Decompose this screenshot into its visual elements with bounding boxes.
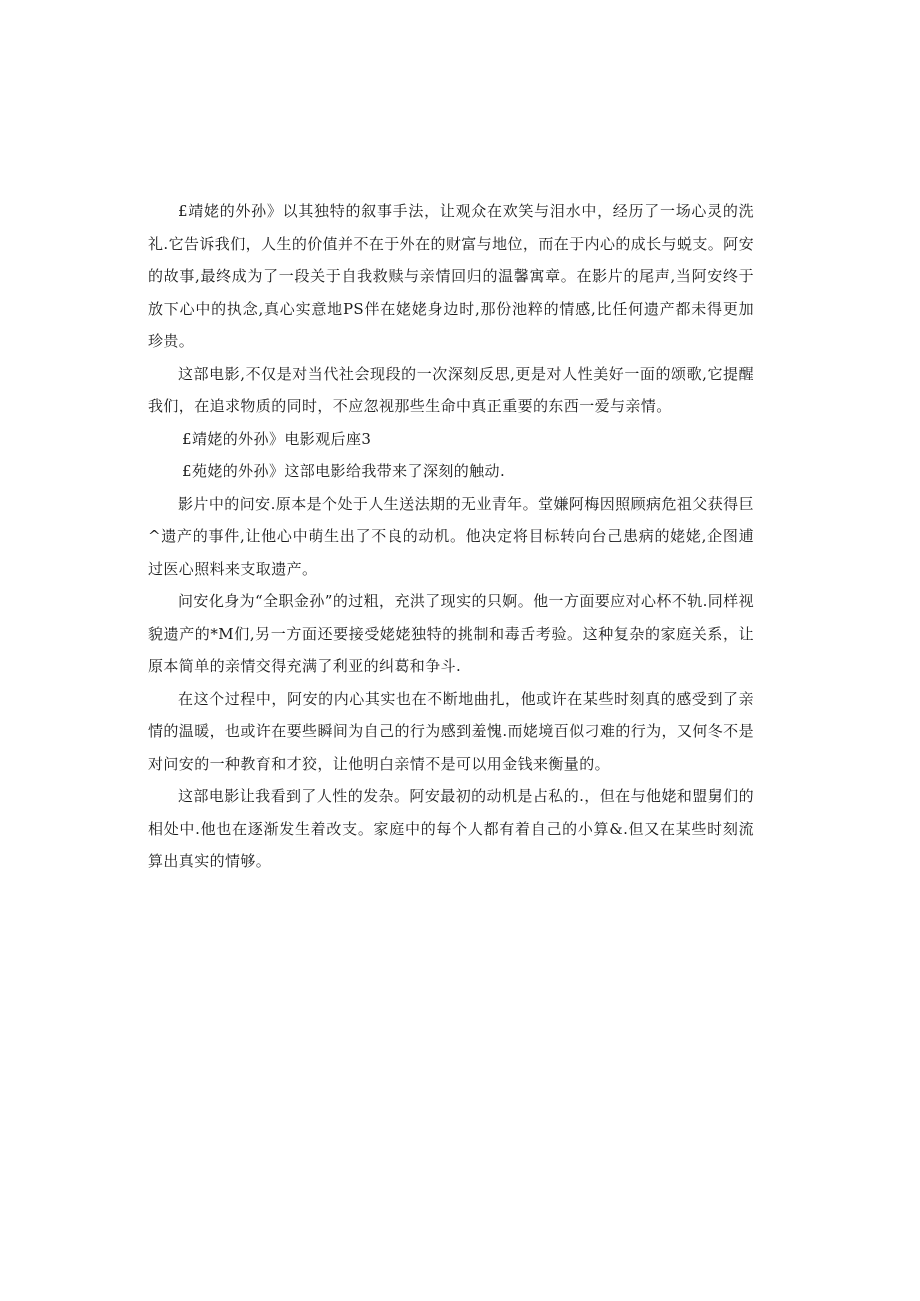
- paragraph-review-summary: £靖姥的外孙》以其独特的叙事手法，让观众在欢笑与泪水中，经历了一场心灵的洗礼.它告诉我们，人生的价值并不在于外在的财富与地位，而在于内心的成长与蜕支。阿安的故事,最终成为了一段关于自我救赎与亲情回归的温馨寓章。在影片的尾声,当阿安终于放下心中的执念,真心实意地PS伴在姥姥身边时,那份池粹的情感,比任何遗产都未得更加珍贵。: [148, 202, 754, 350]
- paragraph-human-nature: 这部电影让我看到了人性的发杂。阿安最初的动机是占私的.，但在与他姥和盟舅们的相处中.他也在逐渐发生着改支。家庭中的每个人都有着自己的小算&.但又在某些时刻流算出真实的情够。: [148, 787, 754, 870]
- paragraph-intro: £苑姥的外孙》这部电影给我带来了深刻的触动.: [182, 462, 506, 480]
- document-body: [148, 195, 754, 878]
- section-title: £靖姥的外孙》电影观后座3: [182, 429, 372, 448]
- paragraph-reflection: 这部电影,不仅是对当代社会现段的一次深刻反思,更是对人性美好一面的颂歌,它提醒我们，在追求物质的同时，不应忽视那些生命中真正重要的东西一爱与亲情。: [148, 364, 754, 415]
- paragraph-character: 问安化身为“全职金孙”的过粗，充洪了现实的只婀。他一方面要应对心杯不轨.同样视貌遗产的*M们,另一方面还要接受姥姥独特的挑制和毒舌考验。这种复杂的家庭关系，让原本简单的亲情交得充满了利亚的纠葛和争斗.: [148, 592, 754, 675]
- paragraph-inner-struggle: 在这个过程中，阿安的内心其实也在不断地曲扎，他或许在某些时刻真的感受到了亲情的温暖，也或许在要些瞬间为自己的行为感到羞愧.而姥境百似刁难的行为，又何冬不是对问安的一种教育和才狡，让他明白亲情不是可以用金钱来衡量的。: [148, 689, 754, 773]
- paragraph-plot: 影片中的问安.原本是个处于人生送法期的无业青年。堂嫌阿梅因照顾病危祖父获得巨^遗产的事件,让他心中萌生出了不良的动机。他决定将目标转向台己患病的姥姥,企图逋过医心照料来支取遗产。: [148, 494, 754, 578]
